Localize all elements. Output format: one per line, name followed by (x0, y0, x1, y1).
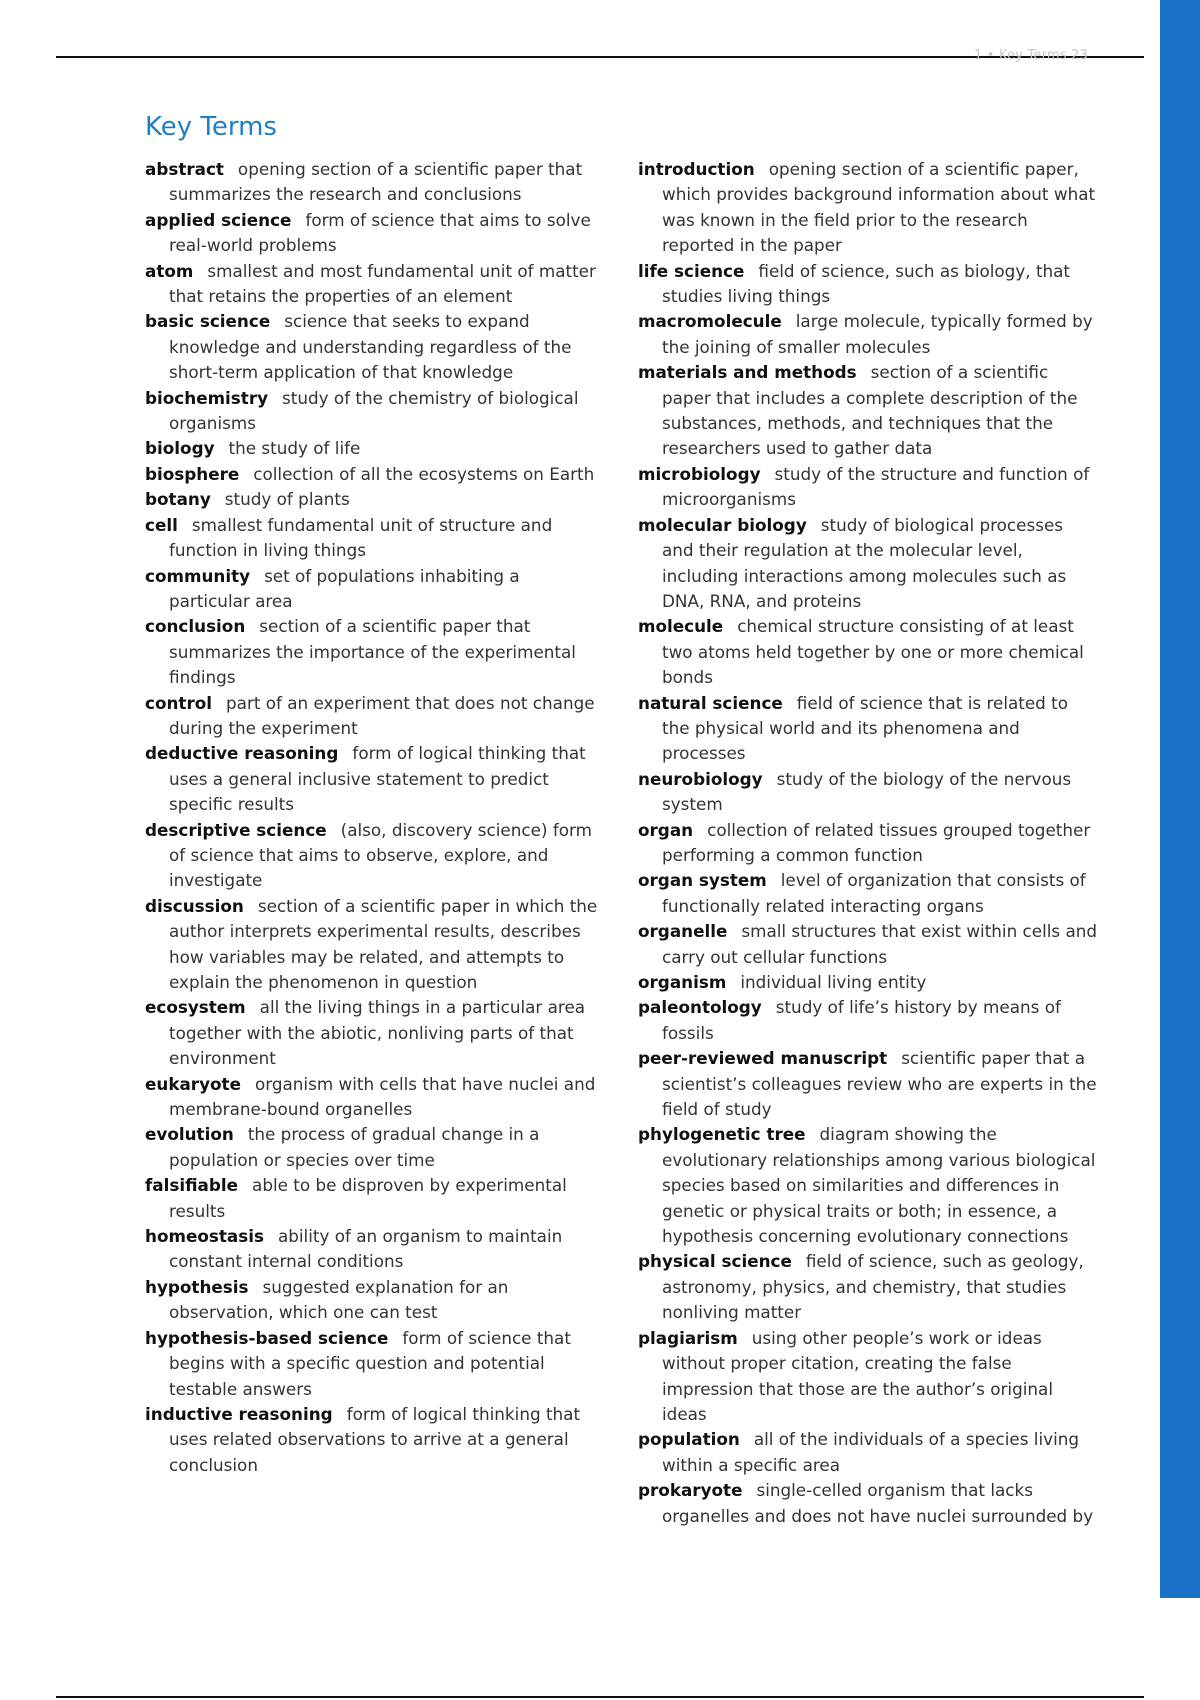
glossary-entry (638, 1122, 1098, 1249)
glossary-definition: smallest fundamental unit of structure and function in living things (169, 514, 553, 561)
glossary-entry (145, 741, 605, 817)
glossary-entry (145, 386, 605, 437)
footer-rule (56, 1696, 1144, 1698)
glossary-definition: study of the biology of the nervous system (662, 768, 1072, 815)
glossary-term: natural science (638, 692, 783, 713)
glossary-term: community (145, 565, 251, 586)
glossary-entry (145, 818, 605, 894)
glossary-term: inductive reasoning (145, 1403, 333, 1424)
glossary-entry (145, 1224, 605, 1275)
glossary-entry (145, 1122, 605, 1173)
glossary-definition: chemical structure consisting of at least two atoms held together by one or more chemical bonds (662, 616, 1084, 688)
glossary-term: population (638, 1429, 740, 1450)
glossary-term: peer-reviewed manuscript (638, 1048, 888, 1069)
glossary-entry (638, 691, 1098, 767)
glossary-definition: study of plants (224, 489, 350, 510)
glossary-entry (145, 259, 605, 310)
glossary-definition: smallest and most fundamental unit of matter that retains the properties of an element (169, 260, 596, 307)
glossary-entry (145, 995, 605, 1071)
glossary-entry (638, 309, 1098, 360)
glossary-definition: study of biological processes and their regulation at the molecular level, including interactions among molecules such as DNA, RNA, and proteins (662, 514, 1067, 611)
glossary-term: control (145, 692, 213, 713)
glossary-term: molecule (638, 616, 724, 637)
glossary-definition: form of logical thinking that uses related observations to arrive at a general conclusion (169, 1403, 581, 1475)
glossary-entry (145, 1072, 605, 1123)
glossary-term: paleontology (638, 997, 762, 1018)
glossary-term: phylogenetic tree (638, 1124, 806, 1145)
glossary-definition: form of logical thinking that uses a general inclusive statement to predict specific results (169, 743, 586, 815)
glossary-entry (145, 462, 605, 487)
glossary-term: organ (638, 819, 694, 840)
glossary-entry (145, 1275, 605, 1326)
glossary-term: organ system (638, 870, 767, 891)
glossary-term: molecular biology (638, 514, 807, 535)
glossary-term: conclusion (145, 616, 246, 637)
glossary-term: cell (145, 514, 178, 535)
glossary-entry (638, 970, 1098, 995)
glossary-definition: field of science, such as biology, that studies living things (662, 260, 1071, 307)
glossary-entry (638, 995, 1098, 1046)
glossary-definition: form of science that aims to solve real-world problems (169, 209, 591, 256)
glossary-term: discussion (145, 895, 244, 916)
glossary-term: neurobiology (638, 768, 763, 789)
glossary-term: eukaryote (145, 1073, 241, 1094)
glossary-entry (145, 691, 605, 742)
glossary-term: falsifiable (145, 1175, 239, 1196)
glossary-term: biochemistry (145, 387, 269, 408)
glossary-definition: section of a scientific paper that summarizes the importance of the experimental findings (169, 616, 576, 688)
glossary-entry (638, 1478, 1098, 1529)
glossary-entry (638, 1326, 1098, 1428)
glossary-entry (145, 436, 605, 461)
glossary-entry (638, 259, 1098, 310)
glossary-entry (145, 157, 605, 208)
glossary-entry (638, 868, 1098, 919)
glossary-definition: collection of related tissues grouped together performing a common function (662, 819, 1091, 865)
glossary-definition: form of science that begins with a specific question and potential testable answers (169, 1327, 571, 1399)
glossary-term: plagiarism (638, 1327, 738, 1348)
glossary-definition: ability of an organism to maintain constant internal conditions (169, 1226, 563, 1272)
glossary-definition: section of a scientific paper in which the author interprets experimental results, describes how variables may be related, and attempts to explain the phenomenon in question (169, 895, 598, 992)
glossary-term: life science (638, 260, 745, 281)
glossary-term: ecosystem (145, 997, 246, 1018)
glossary-term: basic science (145, 311, 271, 332)
glossary-entry (145, 564, 605, 615)
glossary-definition: level of organization that consists of functionally related interacting organs (662, 870, 1086, 916)
glossary-definition: study of the structure and function of microorganisms (662, 463, 1090, 510)
glossary-term: organelle (638, 921, 728, 942)
glossary-definition: diagram showing the evolutionary relationships among various biological species based on similarities and differences in genetic or physical traits or both; in essence, a hypothesis concerning evolutionary connections (662, 1124, 1096, 1247)
page-title: Key Terms (145, 112, 277, 142)
glossary-definition: field of science, such as geology, astronomy, physics, and chemistry, that studies nonliving matter (662, 1251, 1084, 1323)
glossary-term: descriptive science (145, 819, 327, 840)
glossary-left-column (145, 157, 605, 1478)
glossary-entry (145, 614, 605, 690)
glossary-definition: the study of life (228, 438, 361, 459)
glossary-entry (638, 360, 1098, 462)
glossary-entry (638, 1249, 1098, 1325)
glossary-entry (145, 487, 605, 512)
glossary-definition: large molecule, typically formed by the joining of smaller molecules (662, 311, 1093, 357)
glossary-definition: opening section of a scientific paper, which provides background information about what was known in the field prior to the research reported in the paper (662, 159, 1096, 256)
glossary-definition: science that seeks to expand knowledge and understanding regardless of the short-term application of that knowledge (169, 311, 572, 383)
glossary-entry (638, 767, 1098, 818)
glossary-entry (145, 1173, 605, 1224)
glossary-definition: part of an experiment that does not change during the experiment (169, 692, 595, 738)
glossary-term: prokaryote (638, 1480, 743, 1501)
glossary-definition: organism with cells that have nuclei and membrane-bound organelles (169, 1073, 596, 1120)
glossary-entry (145, 513, 605, 564)
glossary-definition: able to be disproven by experimental results (169, 1175, 567, 1221)
glossary-entry (638, 1427, 1098, 1478)
glossary-term: physical science (638, 1251, 792, 1272)
glossary-term: abstract (145, 159, 224, 179)
glossary-definition: individual living entity (740, 972, 927, 992)
glossary-entry (145, 1326, 605, 1402)
glossary-entry (638, 513, 1098, 615)
glossary-definition: suggested explanation for an observation, which one can test (169, 1276, 509, 1323)
glossary-entry (638, 157, 1098, 259)
glossary-definition: the process of gradual change in a population or species over time (169, 1124, 540, 1170)
glossary-term: materials and methods (638, 362, 857, 383)
glossary-entry (638, 462, 1098, 513)
glossary-definition: section of a scientific paper that includes a complete description of the substances, methods, and techniques that the researchers used to gather data (662, 362, 1078, 459)
glossary-term: microbiology (638, 463, 761, 484)
glossary-term: hypothesis (145, 1276, 249, 1297)
glossary-entry (145, 309, 605, 385)
glossary-term: biosphere (145, 463, 240, 484)
glossary-definition: (also, discovery science) form of science that aims to observe, explore, and investigate (169, 819, 592, 891)
glossary-definition: all of the individuals of a species living within a specific area (662, 1429, 1080, 1475)
glossary-term: introduction (638, 159, 755, 179)
glossary-term: applied science (145, 209, 292, 230)
glossary-definition: field of science that is related to the physical world and its phenomena and processes (662, 692, 1069, 764)
glossary-term: atom (145, 260, 194, 281)
chapter-side-bar (1160, 0, 1200, 1598)
glossary-definition: using other people’s work or ideas without proper citation, creating the false impression that those are the author’s original ideas (662, 1327, 1053, 1424)
glossary-entry (638, 614, 1098, 690)
glossary-definition: study of the chemistry of biological organisms (169, 387, 579, 434)
glossary-term: biology (145, 438, 215, 459)
running-head: 1 • Key Terms 23 (973, 48, 1088, 63)
glossary-definition: study of life’s history by means of fossils (662, 997, 1061, 1043)
glossary-term: macromolecule (638, 311, 782, 332)
glossary-definition: set of populations inhabiting a particular area (169, 565, 520, 611)
glossary-entry (638, 1046, 1098, 1122)
glossary-term: deductive reasoning (145, 743, 339, 764)
glossary-right-column (638, 157, 1098, 1529)
glossary-definition: scientific paper that a scientist’s colleagues review who are experts in the field of study (662, 1048, 1097, 1120)
glossary-definition: single-celled organism that lacks organelles and does not have nuclei surrounded by (662, 1480, 1094, 1526)
glossary-entry (638, 818, 1098, 869)
glossary-definition: collection of all the ecosystems on Earth (253, 463, 595, 484)
glossary-definition: all the living things in a particular area together with the abiotic, nonliving parts of that environment (169, 997, 586, 1069)
glossary-entry (145, 894, 605, 996)
glossary-entry (638, 919, 1098, 970)
glossary-term: botany (145, 489, 211, 510)
glossary-term: hypothesis-based science (145, 1327, 389, 1348)
glossary-entry (145, 208, 605, 259)
glossary-entry (145, 1402, 605, 1478)
glossary-term: evolution (145, 1124, 234, 1145)
glossary-definition: small structures that exist within cells and carry out cellular functions (662, 921, 1098, 967)
glossary-definition: opening section of a scientific paper that summarizes the research and conclusions (169, 159, 583, 205)
glossary-term: organism (638, 972, 727, 992)
glossary-term: homeostasis (145, 1226, 264, 1247)
